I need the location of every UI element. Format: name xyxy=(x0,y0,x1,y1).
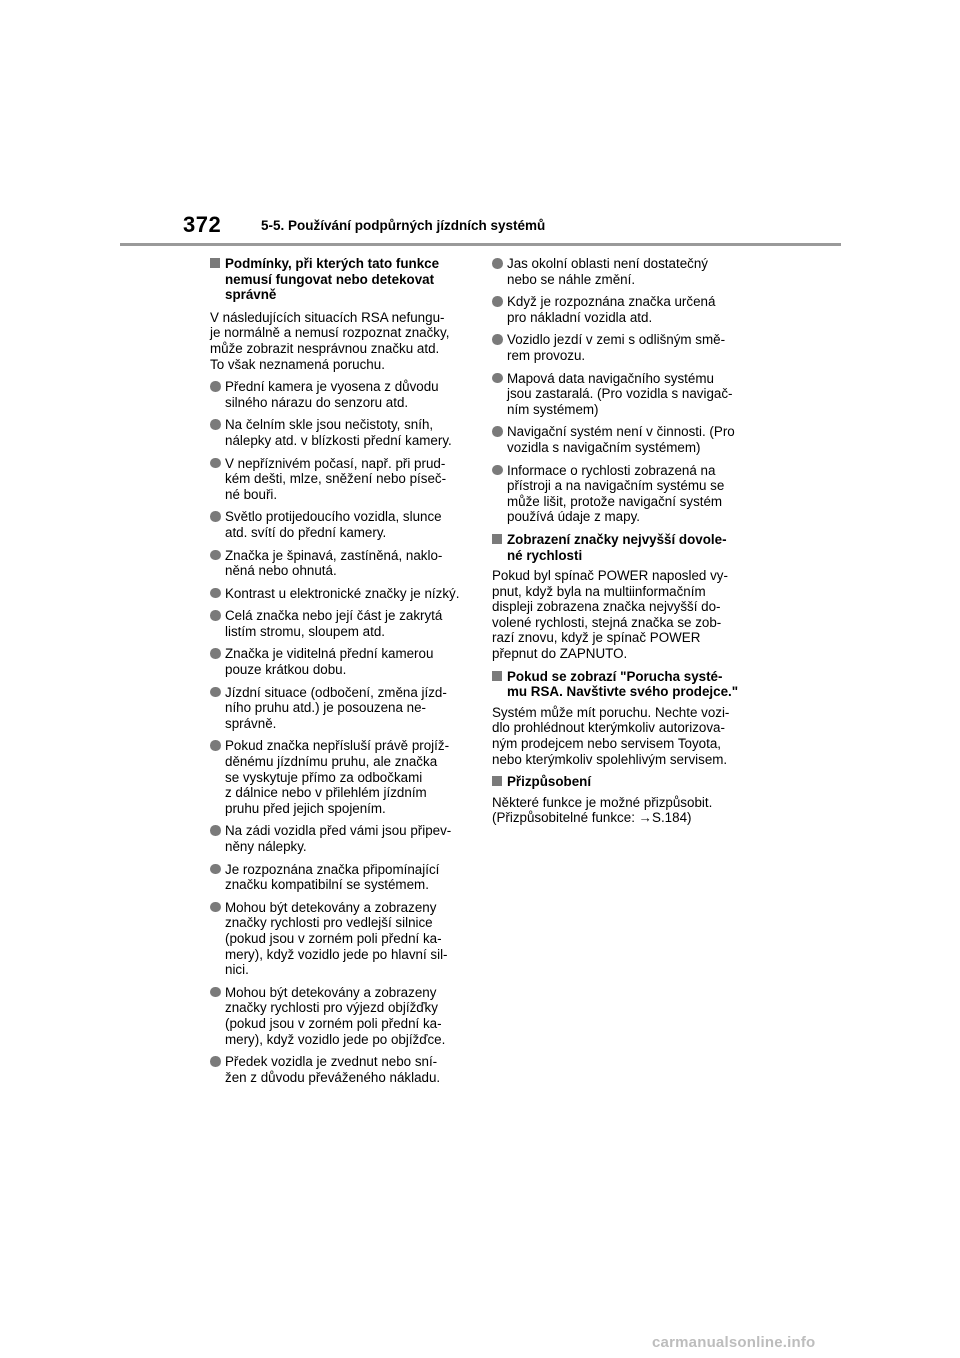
text-line: značku kompatibilní se systémem. xyxy=(225,877,429,893)
text-line: (pokud jsou v zorném poli přední ka- xyxy=(225,1015,442,1031)
text-line: značky rychlosti pro vedlejší silnice xyxy=(225,915,433,931)
text-line: (pokud jsou v zorném poli přední ka- xyxy=(225,930,442,946)
text-line: používá údaje z mapy. xyxy=(507,509,640,525)
text-line: Přizpůsobení xyxy=(507,774,592,790)
text-line: ním systémem) xyxy=(507,401,599,417)
text-line: Jas okolní oblasti není dostatečný xyxy=(507,256,708,271)
circle-bullet-icon xyxy=(210,902,221,913)
text-line: Některé funkce je možné přizpůsobit. xyxy=(492,794,713,810)
circle-bullet-icon xyxy=(210,740,221,751)
list-item xyxy=(492,463,748,525)
text-line: z dálnice nebo v přilehlém jízdním xyxy=(225,785,427,801)
circle-bullet-icon xyxy=(492,296,503,307)
text-line: V nepříznivém počasí, např. při prud- xyxy=(225,455,446,471)
circle-bullet-icon xyxy=(210,687,221,698)
condition-list xyxy=(210,379,466,1085)
text-line: Zobrazení značky nejvyšší dovole- xyxy=(507,531,727,547)
section-heading-conditions xyxy=(210,256,466,303)
text-line: je normálně a nemusí rozpoznat značky, xyxy=(210,325,450,341)
list-item xyxy=(492,371,748,418)
list-item xyxy=(210,862,466,893)
text-line: Vozidlo jezdí v zemi s odlišným smě- xyxy=(507,332,726,348)
circle-bullet-icon xyxy=(210,588,221,599)
text-line: nebo se náhle změní. xyxy=(507,271,636,287)
square-bullet-icon xyxy=(210,258,220,268)
circle-bullet-icon xyxy=(210,864,221,875)
circle-bullet-icon xyxy=(210,550,221,561)
text-line: děnému jízdnímu pruhu, ale značka xyxy=(225,754,438,770)
circle-bullet-icon xyxy=(210,419,221,430)
text-line: Značka je viditelná přední kamerou xyxy=(225,646,434,662)
text-line: přístroji a na navigačním systému se xyxy=(507,478,725,494)
text-line: mery), když vozidlo jede po hlavní sil- xyxy=(225,946,448,962)
text-line: Předek vozidla je zvednut nebo sní- xyxy=(225,1054,438,1070)
text-line: pnut, když byla na multiinformačním xyxy=(492,583,706,599)
text-line: mery), když vozidlo jede po objížďce. xyxy=(225,1031,446,1047)
list-item xyxy=(492,424,748,455)
text-line: vozidla s navigačním systémem) xyxy=(507,439,701,455)
header-divider xyxy=(120,243,841,246)
text-line: Navigační systém není v činnosti. (Pro xyxy=(507,424,735,440)
section-heading xyxy=(492,669,748,700)
text-line: pruhu před jejich spojením. xyxy=(225,800,386,816)
square-bullet-icon xyxy=(492,776,502,786)
list-item xyxy=(210,548,466,579)
list-item xyxy=(492,332,748,363)
section-heading xyxy=(492,774,748,790)
circle-bullet-icon xyxy=(492,426,503,437)
condition-list-continued xyxy=(492,256,748,525)
text-line: kém dešti, mlze, sněžení nebo píseč- xyxy=(225,471,447,487)
text-line: razí znovu, když je spínač POWER xyxy=(492,630,701,646)
section-body xyxy=(492,795,748,826)
text-line: (Přizpůsobitelné funkce: →S.184) xyxy=(492,810,692,826)
text-line: Světlo protijedoucího vozidla, slunce xyxy=(225,509,442,525)
list-item xyxy=(210,985,466,1047)
text-line: né rychlosti xyxy=(507,547,583,563)
list-item xyxy=(210,379,466,410)
text-line: nálepky atd. v blízkosti přední kamery. xyxy=(225,432,452,448)
text-line: ního pruhu atd.) je posouzena ne- xyxy=(225,700,427,716)
text-line: dlo prohlédnout kterýmkoliv autorizova- xyxy=(492,720,725,736)
circle-bullet-icon xyxy=(210,825,221,836)
text-line: správně. xyxy=(225,715,277,731)
list-item xyxy=(210,586,466,602)
text-line: Na čelním skle jsou nečistoty, sníh, xyxy=(225,417,434,433)
text-line: Pokud byl spínač POWER naposled vy- xyxy=(492,568,728,584)
section-heading xyxy=(492,532,748,563)
text-line: ným prodejcem nebo servisem Toyota, xyxy=(492,736,721,752)
list-item xyxy=(210,646,466,677)
circle-bullet-icon xyxy=(210,648,221,659)
text-line: Informace o rychlosti zobrazená na xyxy=(507,462,716,478)
circle-bullet-icon xyxy=(210,987,221,998)
text-line: atd. svítí do přední kamery. xyxy=(225,524,387,540)
list-item xyxy=(210,1054,466,1085)
text-line: Celá značka nebo její část je zakrytá xyxy=(225,608,443,624)
circle-bullet-icon xyxy=(210,511,221,522)
right-column xyxy=(492,256,748,826)
circle-bullet-icon xyxy=(210,381,221,392)
circle-bullet-icon xyxy=(492,334,503,345)
text-line: Značka je špinavá, zastíněná, naklo- xyxy=(225,547,443,563)
list-item xyxy=(210,509,466,540)
text-line: To však neznamená poruchu. xyxy=(210,356,385,372)
page-number: 372 xyxy=(183,212,222,237)
list-item xyxy=(210,900,466,978)
text-line: Podmínky, při kterých tato funkce xyxy=(225,256,440,271)
text-line: volené rychlosti, stejná značka se zob- xyxy=(492,614,722,630)
square-bullet-icon xyxy=(492,534,502,544)
text-line: jsou zastaralá. (Pro vozidla s navigač- xyxy=(507,386,733,402)
text-line: Pokud značka nepřísluší právě projíž- xyxy=(225,738,450,754)
text-line: nebo kterýmkoliv spolehlivým servisem. xyxy=(492,751,728,767)
text-line: Mohou být detekovány a zobrazeny xyxy=(225,899,437,915)
text-line: může lišit, protože navigační systém xyxy=(507,493,723,509)
page-header xyxy=(0,0,960,250)
text-line: Mapová data navigačního systému xyxy=(507,370,714,386)
section-body xyxy=(492,568,748,662)
text-line: značky rychlosti pro výjezd objížďky xyxy=(225,1000,438,1016)
text-line: Je rozpoznána značka připomínající xyxy=(225,861,440,877)
list-item xyxy=(210,738,466,816)
text-line: nemusí fungovat nebo detekovat xyxy=(225,271,435,287)
text-line: pouze krátkou dobu. xyxy=(225,662,347,678)
text-line: Pokud se zobrazí "Porucha systé- xyxy=(507,668,723,684)
text-line: Když je rozpoznána značka určená xyxy=(507,294,716,310)
text-line: něny nálepky. xyxy=(225,839,307,854)
list-item xyxy=(210,823,466,854)
text-line: nici. xyxy=(225,962,249,978)
text-line: může zobrazit nesprávnou značku atd. xyxy=(210,340,440,356)
section-body xyxy=(492,705,748,767)
text-line: Systém může mít poruchu. Nechte vozi- xyxy=(492,704,730,720)
right-sections xyxy=(492,525,748,826)
text-line: žen z důvodu převáženého nákladu. xyxy=(225,1069,441,1085)
text-line: něná nebo ohnutá. xyxy=(225,563,337,579)
text-line: listím stromu, sloupem atd. xyxy=(225,623,385,639)
text-line: Přední kamera je vyosena z důvodu xyxy=(225,379,439,395)
circle-bullet-icon xyxy=(210,458,221,469)
text-line: mu RSA. Navštivte svého prodejce." xyxy=(507,684,739,700)
text-line: pro nákladní vozidla atd. xyxy=(507,309,653,325)
text-line: přepnut do ZAPNUTO. xyxy=(492,646,628,662)
list-item xyxy=(210,608,466,639)
text-line: Kontrast u elektronické značky je nízký. xyxy=(225,585,460,601)
watermark: carmanualsonline.info xyxy=(652,1334,816,1351)
circle-bullet-icon xyxy=(492,465,503,476)
section-title: 5-5. Používání podpůrných jízdních systémů xyxy=(261,218,546,233)
list-item xyxy=(210,456,466,503)
list-item xyxy=(210,685,466,732)
text-line: správně xyxy=(225,287,277,303)
text-line: rem provozu. xyxy=(507,347,586,363)
circle-bullet-icon xyxy=(210,1056,221,1067)
text-line: se vyskytuje přímo za odbočkami xyxy=(225,769,423,785)
list-item xyxy=(492,256,748,287)
text-line: Jízdní situace (odbočení, změna jízd- xyxy=(225,684,447,700)
text-line: silného nárazu do senzoru atd. xyxy=(225,394,409,410)
list-item xyxy=(492,294,748,325)
circle-bullet-icon xyxy=(210,610,221,621)
text-line: Na zádi vozidla před vámi jsou připev- xyxy=(225,823,452,839)
text-line: V následujících situacích RSA nefungu- xyxy=(210,309,445,325)
text-line: displeji zobrazena značka nejvyšší do- xyxy=(492,599,721,615)
text-line: Mohou být detekovány a zobrazeny xyxy=(225,984,437,1000)
left-column xyxy=(210,256,466,1085)
list-item xyxy=(210,417,466,448)
square-bullet-icon xyxy=(492,671,502,681)
text-line: né bouři. xyxy=(225,486,278,502)
circle-bullet-icon xyxy=(492,373,503,384)
circle-bullet-icon xyxy=(492,258,503,269)
intro-paragraph xyxy=(210,310,466,372)
